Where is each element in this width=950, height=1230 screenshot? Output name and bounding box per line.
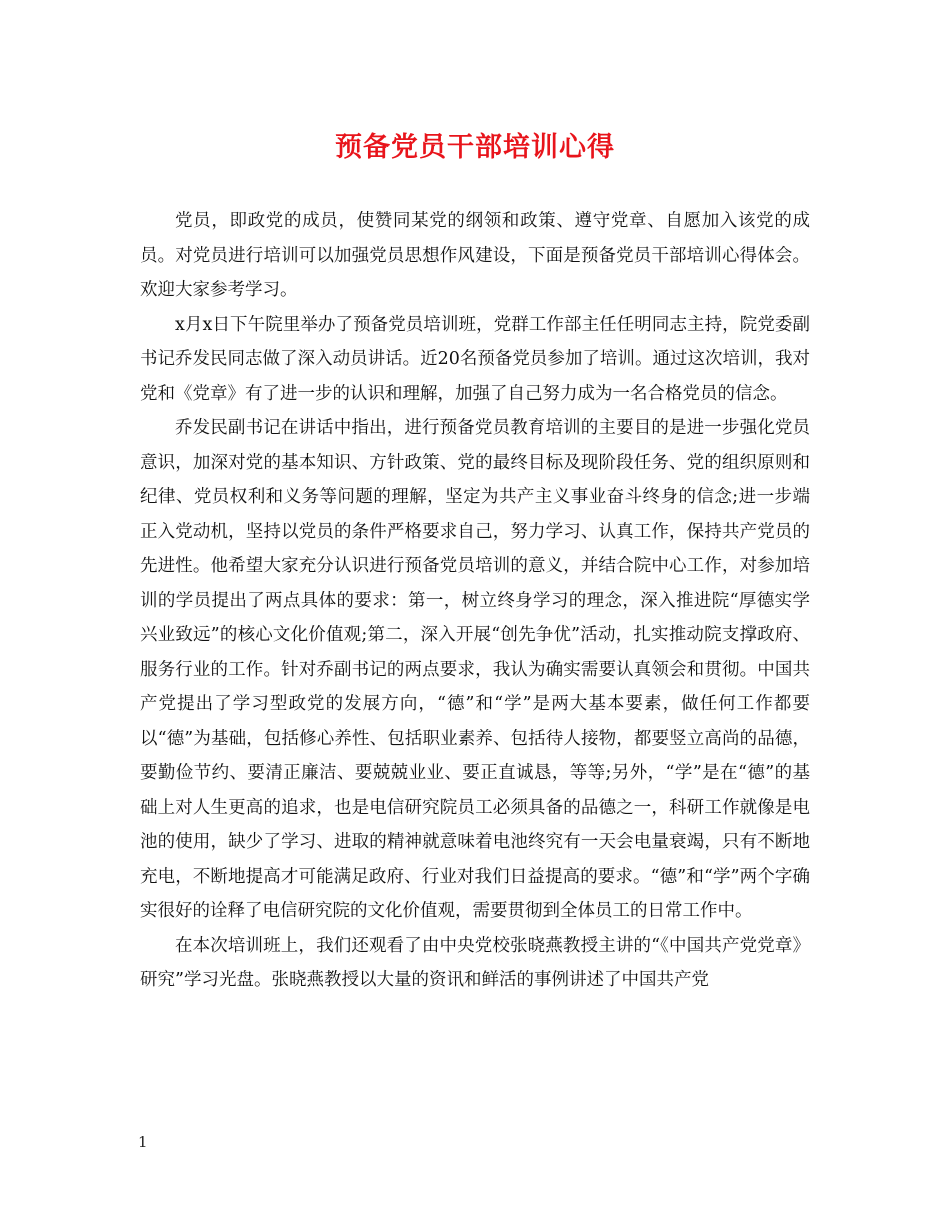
paragraph: x月x日下午院里举办了预备党员培训班，党群工作部主任任明同志主持，院党委副书记乔发民同志做了深入动员讲话。近20名预备党员参加了培训。通过这次培训，我对党和《党章》有了进一步的认识和理解，加强了自己努力成为一名合格党员的信念。 [140, 314, 810, 404]
page-number: 1 [138, 1133, 148, 1151]
paragraph: 党员，即政党的成员，使赞同某党的纲领和政策、遵守党章、自愿加入该党的成员。对党员进行培训可以加强党员思想作风建设，下面是预备党员干部培训心得体会。欢迎大家参考学习。 [140, 211, 810, 300]
paragraph: 在本次培训班上，我们还观看了由中央党校张晓燕教授主讲的“《中国共产党党章》研究”学习光盘。张晓燕教授以大量的资讯和鲜活的事例讲述了中国共产党 [140, 935, 810, 990]
paragraph: 乔发民副书记在讲话中指出，进行预备党员教育培训的主要目的是进一步强化党员意识，加深对党的基本知识、方针政策、党的最终目标及现阶段任务、党的组织原则和纪律、党员权利和义务等问题的理解，坚定为共产主义事业奋斗终身的信念;进一步端正入党动机，坚持以党员的条件严格要求自己，努力学习、认真工作，保持共产党员的先进性。他希望大家充分认识进行预备党员培训的意义，并结合院中心工作，对参加培训的学员提出了两点具体的要求：第一，树立终身学习的理念，深入推进院“厚德实学 兴业致远”的核心文化价值观;第二，深入开展“创先争优”活动，扎实推动院支撑政府、服务行业的工作。针对乔副书记的两点要求，我认为确实需要认真领会和贯彻。中国共产党提出了学习型政党的发展方向，“德”和“学”是两大基本要素，做任何工作都要以“德”为基础，包括修心养性、包括职业素养、包括待人接物，都要竖立高尚的品德，要勤俭节约、要清正廉洁、要兢兢业业、要正直诚恳，等等;另外，“学”是在“德”的基础上对人生更高的追求，也是电信研究院员工必须具备的品德之一，科研工作就像是电池的使用，缺少了学习、进取的精神就意味着电池终究有一天会电量衰竭，只有不断地充电，不断地提高才可能满足政府、行业对我们日益提高的要求。“德”和“学”两个字确实很好的诠释了电信研究院的文化价值观，需要贯彻到全体员工的日常工作中。 [140, 418, 810, 921]
document-title: 预备党员干部培训心得 [335, 132, 615, 163]
document-body [140, 204, 810, 998]
